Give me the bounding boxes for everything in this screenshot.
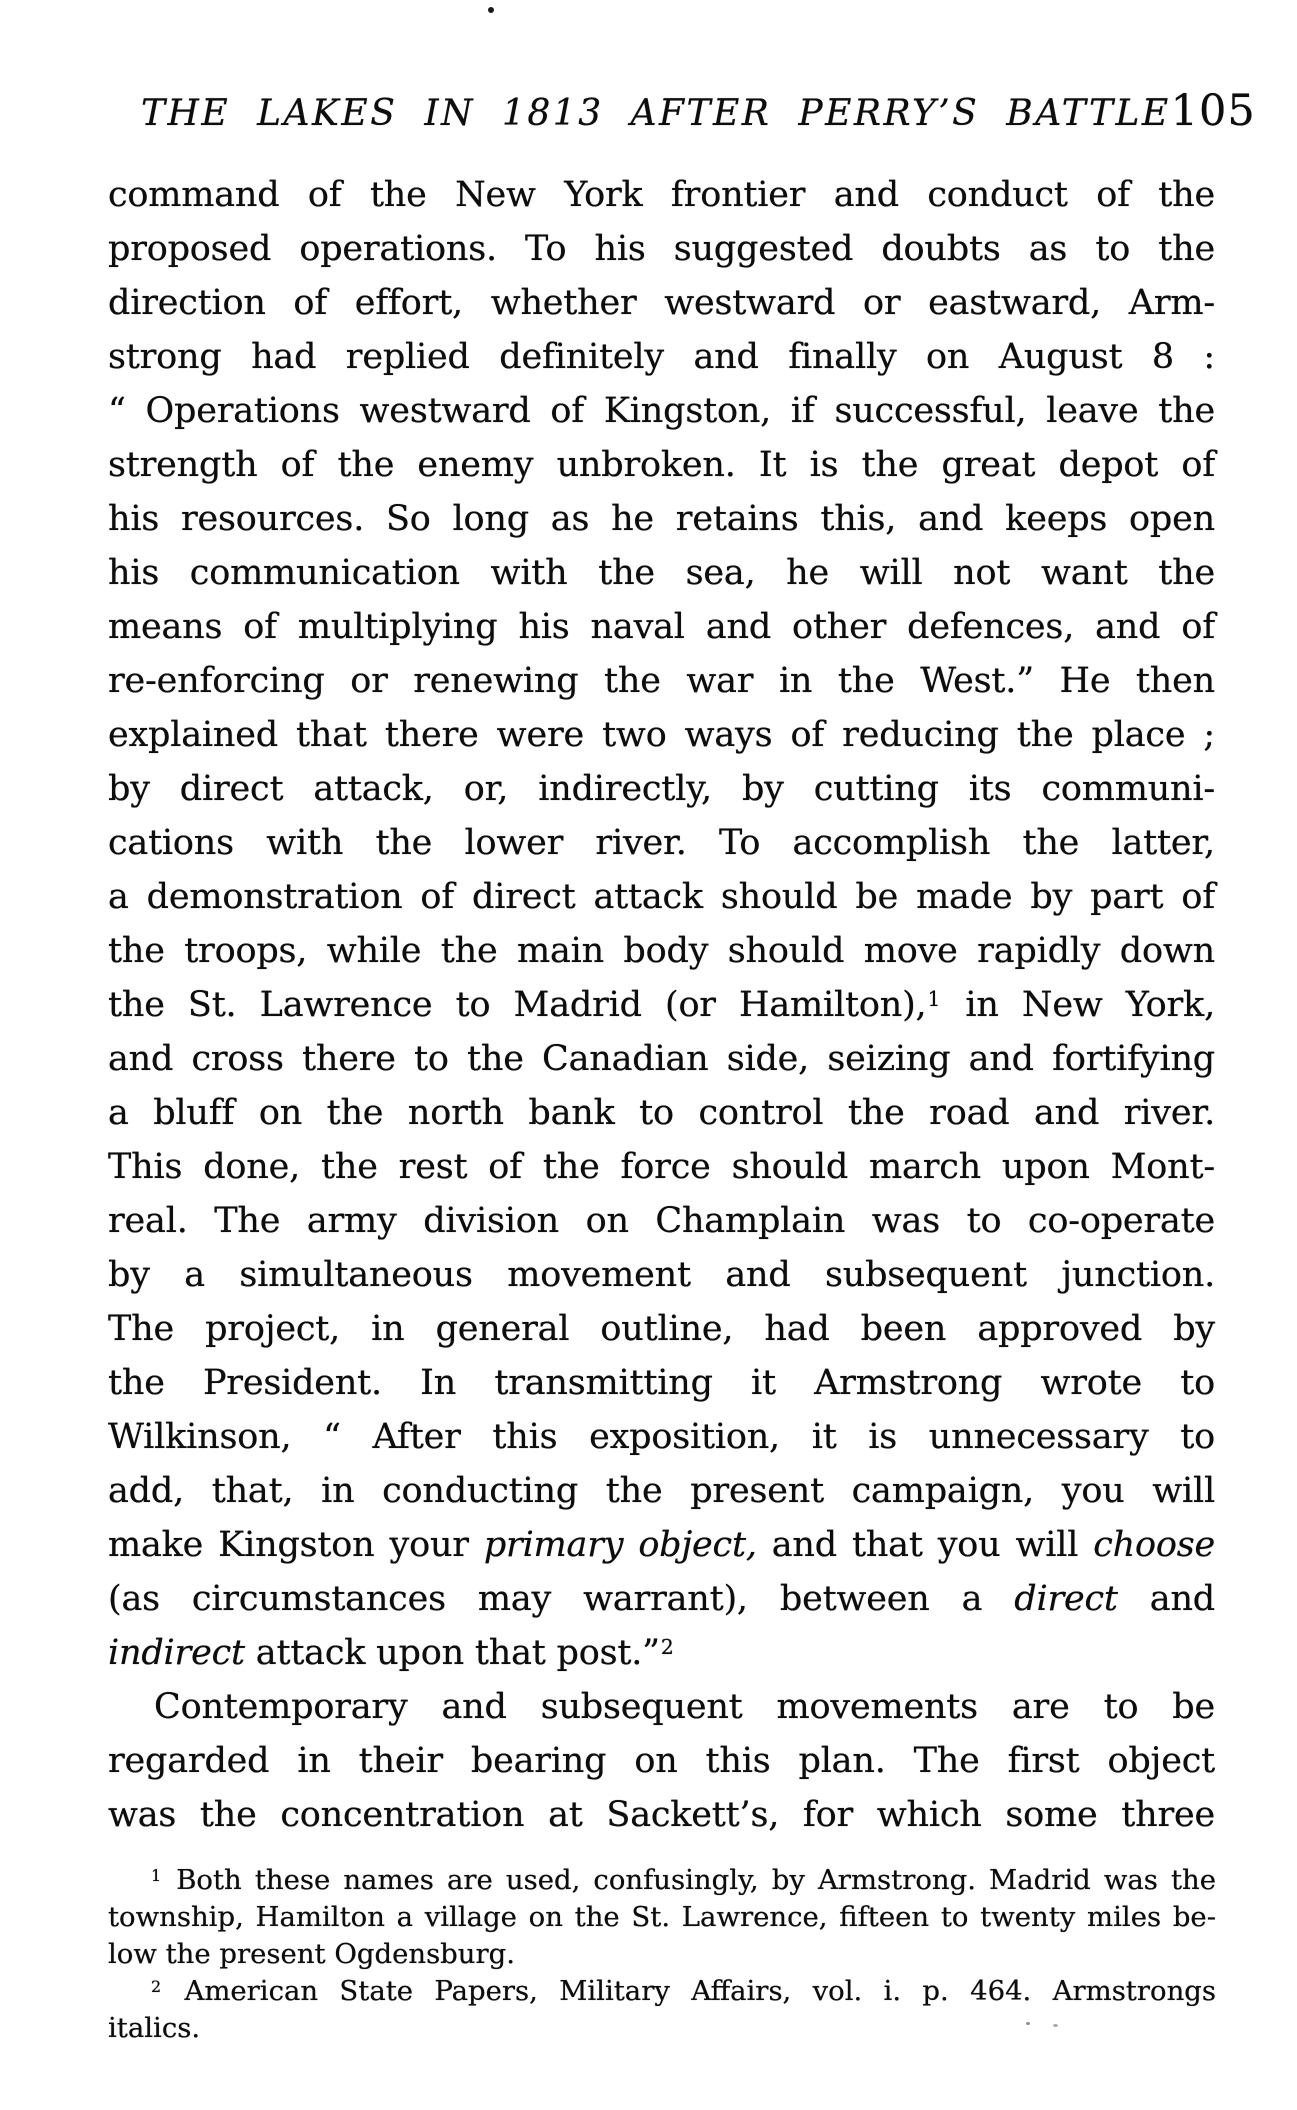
text-segment: was the concentration at Sackett’s, for which some three [108, 1795, 1215, 1835]
text-segment: “ Operations westward of Kingston, if successful, leave the [108, 391, 1215, 431]
text-line [108, 492, 1215, 546]
paragraph [108, 168, 1215, 1680]
text-line [108, 546, 1215, 600]
text-line [108, 1626, 1215, 1680]
text-segment: Wilkinson, “ After this exposition, it is unnecessary to [108, 1417, 1215, 1457]
text-line [108, 1936, 1216, 1973]
text-segment: real. The army division on Champlain was to co-operate [108, 1201, 1215, 1241]
text-segment: indirect [108, 1633, 245, 1673]
text-segment: strong had replied definitely and finally on August 8 : [108, 337, 1215, 377]
text-segment: choose [1093, 1525, 1215, 1565]
text-segment: and that you will [756, 1525, 1094, 1565]
text-segment: direction of effort, whether westward or eastward, Arm- [108, 283, 1215, 323]
scan-speck [1053, 2024, 1058, 2027]
text-line [108, 1032, 1215, 1086]
text-segment: italics. [108, 2012, 201, 2044]
footnote-marker: 1 [151, 1866, 162, 1886]
text-line [108, 1086, 1215, 1140]
text-line [108, 1973, 1216, 2010]
footnote-marker: 2 [660, 1635, 674, 1660]
text-segment: and [1117, 1579, 1216, 1619]
text-line [108, 1356, 1215, 1410]
text-line [108, 276, 1215, 330]
text-segment: direct [1014, 1579, 1118, 1619]
text-segment: make Kingston your [108, 1525, 484, 1565]
text-segment: the troops, while the main body should move rapidly down [108, 931, 1215, 971]
text-line [108, 1862, 1216, 1899]
text-line [108, 2010, 1216, 2047]
text-segment: his communication with the sea, he will not want the [108, 553, 1215, 593]
text-segment: by direct attack, or, indirectly, by cutting its communi- [108, 769, 1215, 809]
text-line [108, 1464, 1215, 1518]
paragraph [108, 1680, 1215, 1842]
text-segment: This done, the rest of the force should march upon Mont- [108, 1147, 1215, 1187]
text-line [108, 978, 1215, 1032]
scan-speck [1026, 2022, 1030, 2025]
text-line [108, 762, 1215, 816]
text-line [108, 330, 1215, 384]
footnote-paragraphs [108, 1862, 1216, 2047]
text-line [108, 1302, 1215, 1356]
text-line [108, 438, 1215, 492]
header-title: THE LAKES IN 1813 AFTER PERRY’S BATTLE [141, 93, 1171, 134]
text-segment: in New York, [942, 985, 1215, 1025]
text-segment: regarded in their bearing on this plan. The first object [108, 1741, 1215, 1781]
text-segment: proposed operations. To his suggested doubts as to the [108, 229, 1215, 269]
text-line [108, 1788, 1215, 1842]
text-segment: and cross there to the Canadian side, seizing and fortifying [108, 1039, 1215, 1079]
footnote-section [108, 1862, 1216, 2047]
footnote-marker: 2 [151, 1977, 162, 1997]
text-line [108, 1572, 1215, 1626]
text-line [108, 1248, 1215, 1302]
text-segment: Contemporary and subsequent movements are to be [154, 1687, 1215, 1727]
page-number: 105 [1170, 86, 1256, 136]
text-line [108, 1899, 1216, 1936]
text-line [108, 708, 1215, 762]
text-line [108, 870, 1215, 924]
text-segment: by a simultaneous movement and subsequent junction. [108, 1255, 1215, 1295]
text-segment: the President. In transmitting it Armstrong wrote to [108, 1363, 1215, 1403]
text-segment: a bluff on the north bank to control the road and river. [108, 1093, 1215, 1133]
text-segment: primary object, [483, 1525, 757, 1565]
text-line [108, 654, 1215, 708]
text-segment: a demonstration of direct attack should be made by part of [108, 877, 1215, 917]
text-segment: command of the New York frontier and conduct of the [108, 175, 1215, 215]
text-line [108, 1194, 1215, 1248]
running-header [141, 86, 1256, 136]
text-line [108, 1680, 1215, 1734]
text-line [108, 924, 1215, 978]
text-segment: add, that, in conducting the present campaign, you will [108, 1471, 1215, 1511]
text-line [108, 600, 1215, 654]
text-line [108, 222, 1215, 276]
text-segment: The project, in general outline, had been approved by [108, 1309, 1215, 1349]
text-line [108, 1518, 1215, 1572]
text-segment: township, Hamilton a village on the St. Lawrence, fifteen to twenty miles be- [108, 1901, 1216, 1933]
text-line [108, 1734, 1215, 1788]
scan-speck [488, 7, 494, 13]
text-segment: (as circumstances may warrant), between a [108, 1579, 1015, 1619]
footnote-marker: 1 [927, 987, 941, 1012]
text-line [108, 384, 1215, 438]
text-segment: his resources. So long as he retains this, and keeps open [108, 499, 1215, 539]
text-segment: strength of the enemy unbroken. It is the great depot of [108, 445, 1215, 485]
text-segment: Both these names are used, confusingly, by Armstrong. Madrid was the [163, 1864, 1216, 1896]
text-segment: the St. Lawrence to Madrid (or Hamilton), [108, 985, 927, 1025]
text-segment: low the present Ogdensburg. [108, 1938, 515, 1970]
text-segment: re-enforcing or renewing the war in the West.” He then [108, 661, 1215, 701]
text-segment: attack upon that post.” [244, 1633, 660, 1673]
text-segment: American State Papers, Military Affairs, vol. i. p. 464. Armstrongs [163, 1975, 1216, 2007]
text-segment: cations with the lower river. To accomplish the latter, [108, 823, 1215, 863]
text-line [108, 1410, 1215, 1464]
text-segment: means of multiplying his naval and other defences, and of [108, 607, 1215, 647]
body-text [108, 168, 1215, 1842]
text-line [108, 816, 1215, 870]
text-line [108, 168, 1215, 222]
text-segment: explained that there were two ways of reducing the place ; [108, 715, 1215, 755]
text-line [108, 1140, 1215, 1194]
